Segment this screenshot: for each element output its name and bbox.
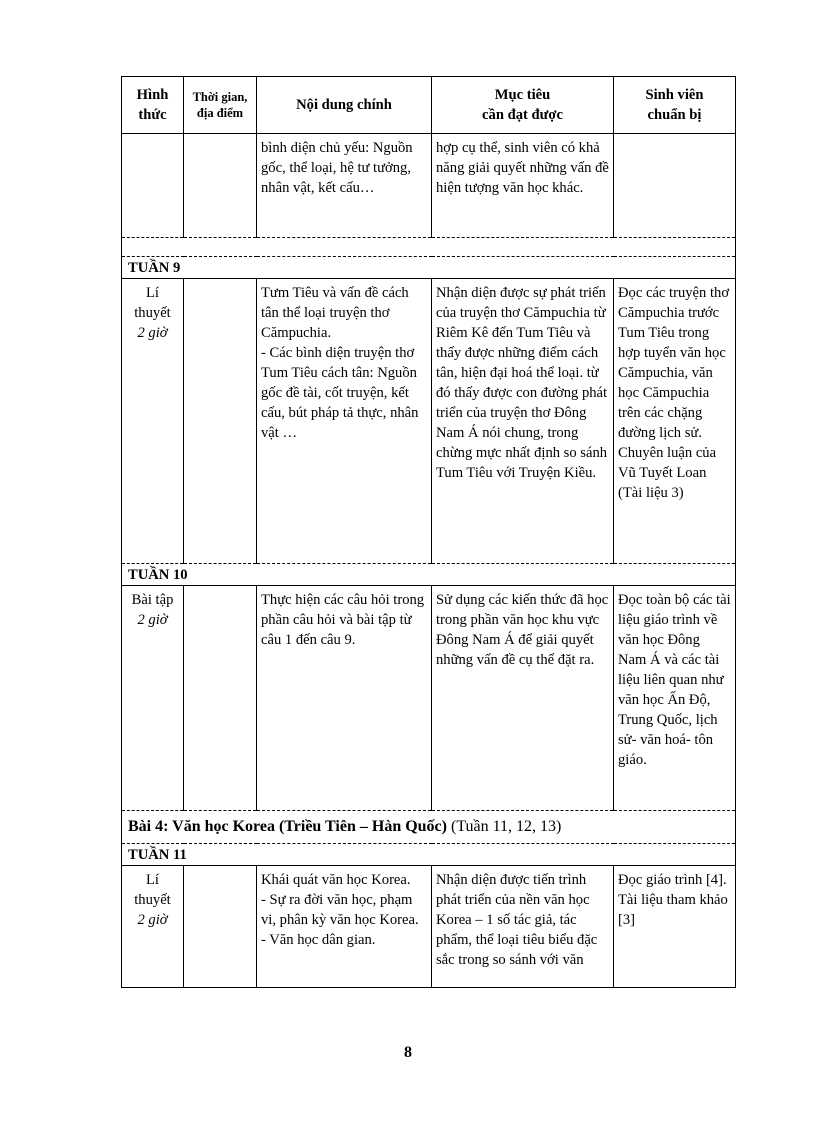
cell-thoi-gian — [184, 134, 257, 238]
cell-thoi-gian — [184, 866, 257, 988]
lesson-heading — [122, 811, 736, 844]
cell-sinh-vien: Đọc các truyện thơ Cămpuchia trước Tum Tiêu trong hợp tuyển văn học Cămpuchia, văn học Cămpuchia trên các chặng đường lịch sử. Chuyên luận của Vũ Tuyết Loan (Tài liệu 3) — [614, 279, 736, 564]
cell-noi-dung: Khái quát văn học Korea. - Sự ra đời văn học, phạm vi, phân kỳ văn học Korea. - Văn học dân gian. — [257, 866, 432, 988]
week-label: TUẦN 9 — [122, 257, 736, 279]
header-thoi-gian: Thời gian, địa điểm — [184, 77, 257, 134]
table-row — [122, 866, 736, 988]
cell-muc-tieu: Nhận diện được tiến trình phát triển của nền văn học Korea – 1 số tác giả, tác phẩm, thể loại tiêu biểu đặc sắc trong so sánh với văn — [432, 866, 614, 988]
cell-muc-tieu: Sử dụng các kiến thức đã học trong phần văn học khu vực Đông Nam Á để giải quyết những vấn đề cụ thể đặt ra. — [432, 586, 614, 811]
cell-muc-tieu: hợp cụ thể, sinh viên có khả năng giải quyết những vấn đề hiện tượng văn học khác. — [432, 134, 614, 238]
spacer-row — [122, 238, 736, 257]
header-hinh-thuc: Hình thức — [122, 77, 184, 134]
week-11-label-row — [122, 844, 736, 866]
cell-noi-dung: Thực hiện các câu hỏi trong phần câu hỏi và bài tập từ câu 1 đến câu 9. — [257, 586, 432, 811]
week-10-label-row — [122, 564, 736, 586]
table-row — [122, 279, 736, 564]
week-label: TUẦN 11 — [122, 844, 736, 866]
lesson-4-heading-row — [122, 811, 736, 844]
cell-thoi-gian — [184, 586, 257, 811]
header-sinh-vien: Sinh viên chuẩn bị — [614, 77, 736, 134]
cell-noi-dung: Tưm Tiêu và vấn đề cách tân thể loại truyện thơ Cămpuchia. - Các bình diện truyện thơ Tum Tiêu cách tân: Nguồn gốc đề tài, cốt truyện, kết cấu, bút pháp tả thực, nhân vật … — [257, 279, 432, 564]
schedule-table — [121, 76, 736, 988]
lesson-title: Bài 4: Văn học Korea (Triều Tiên – Hàn Quốc) — [128, 818, 447, 835]
cell-noi-dung: bình diện chủ yếu: Nguồn gốc, thể loại, hệ tư tưởng, nhân vật, kết cấu… — [257, 134, 432, 238]
schedule-table-container — [121, 76, 735, 988]
header-row — [122, 77, 736, 134]
table-row — [122, 134, 736, 238]
week-9-label-row — [122, 257, 736, 279]
cell-muc-tieu: Nhận diện được sự phát triển của truyện thơ Cămpuchia từ Riêm Kê đến Tum Tiêu và thấy được những điểm cách tân, hiện đại hoá thể loại. từ đó thấy được con đường phát triển của truyện thơ Đông Nam Á nói chung, trong chừng mực nhất định so sánh Tum Tiêu với Truyện Kiều. — [432, 279, 614, 564]
cell-hinh-thuc: Lí thuyết 2 giờ — [122, 279, 184, 564]
cell-sinh-vien: Đọc giáo trình [4]. Tài liệu tham khảo [3] — [614, 866, 736, 988]
table-row — [122, 586, 736, 811]
header-noi-dung: Nội dung chính — [257, 77, 432, 134]
cell-thoi-gian — [184, 279, 257, 564]
cell-hinh-thuc — [122, 134, 184, 238]
cell-sinh-vien: Đọc toàn bộ các tài liệu giáo trình về văn học Đông Nam Á và các tài liệu liên quan như văn học Ấn Độ, Trung Quốc, lịch sử- văn hoá- tôn giáo. — [614, 586, 736, 811]
cell-hinh-thuc: Bài tập 2 giờ — [122, 586, 184, 811]
week-label: TUẦN 10 — [122, 564, 736, 586]
header-muc-tieu: Mục tiêu cần đạt được — [432, 77, 614, 134]
lesson-weeks: (Tuần 11, 12, 13) — [446, 818, 562, 835]
cell-sinh-vien — [614, 134, 736, 238]
cell-hinh-thuc: Lí thuyết 2 giờ — [122, 866, 184, 988]
page-number: 8 — [404, 1044, 412, 1061]
